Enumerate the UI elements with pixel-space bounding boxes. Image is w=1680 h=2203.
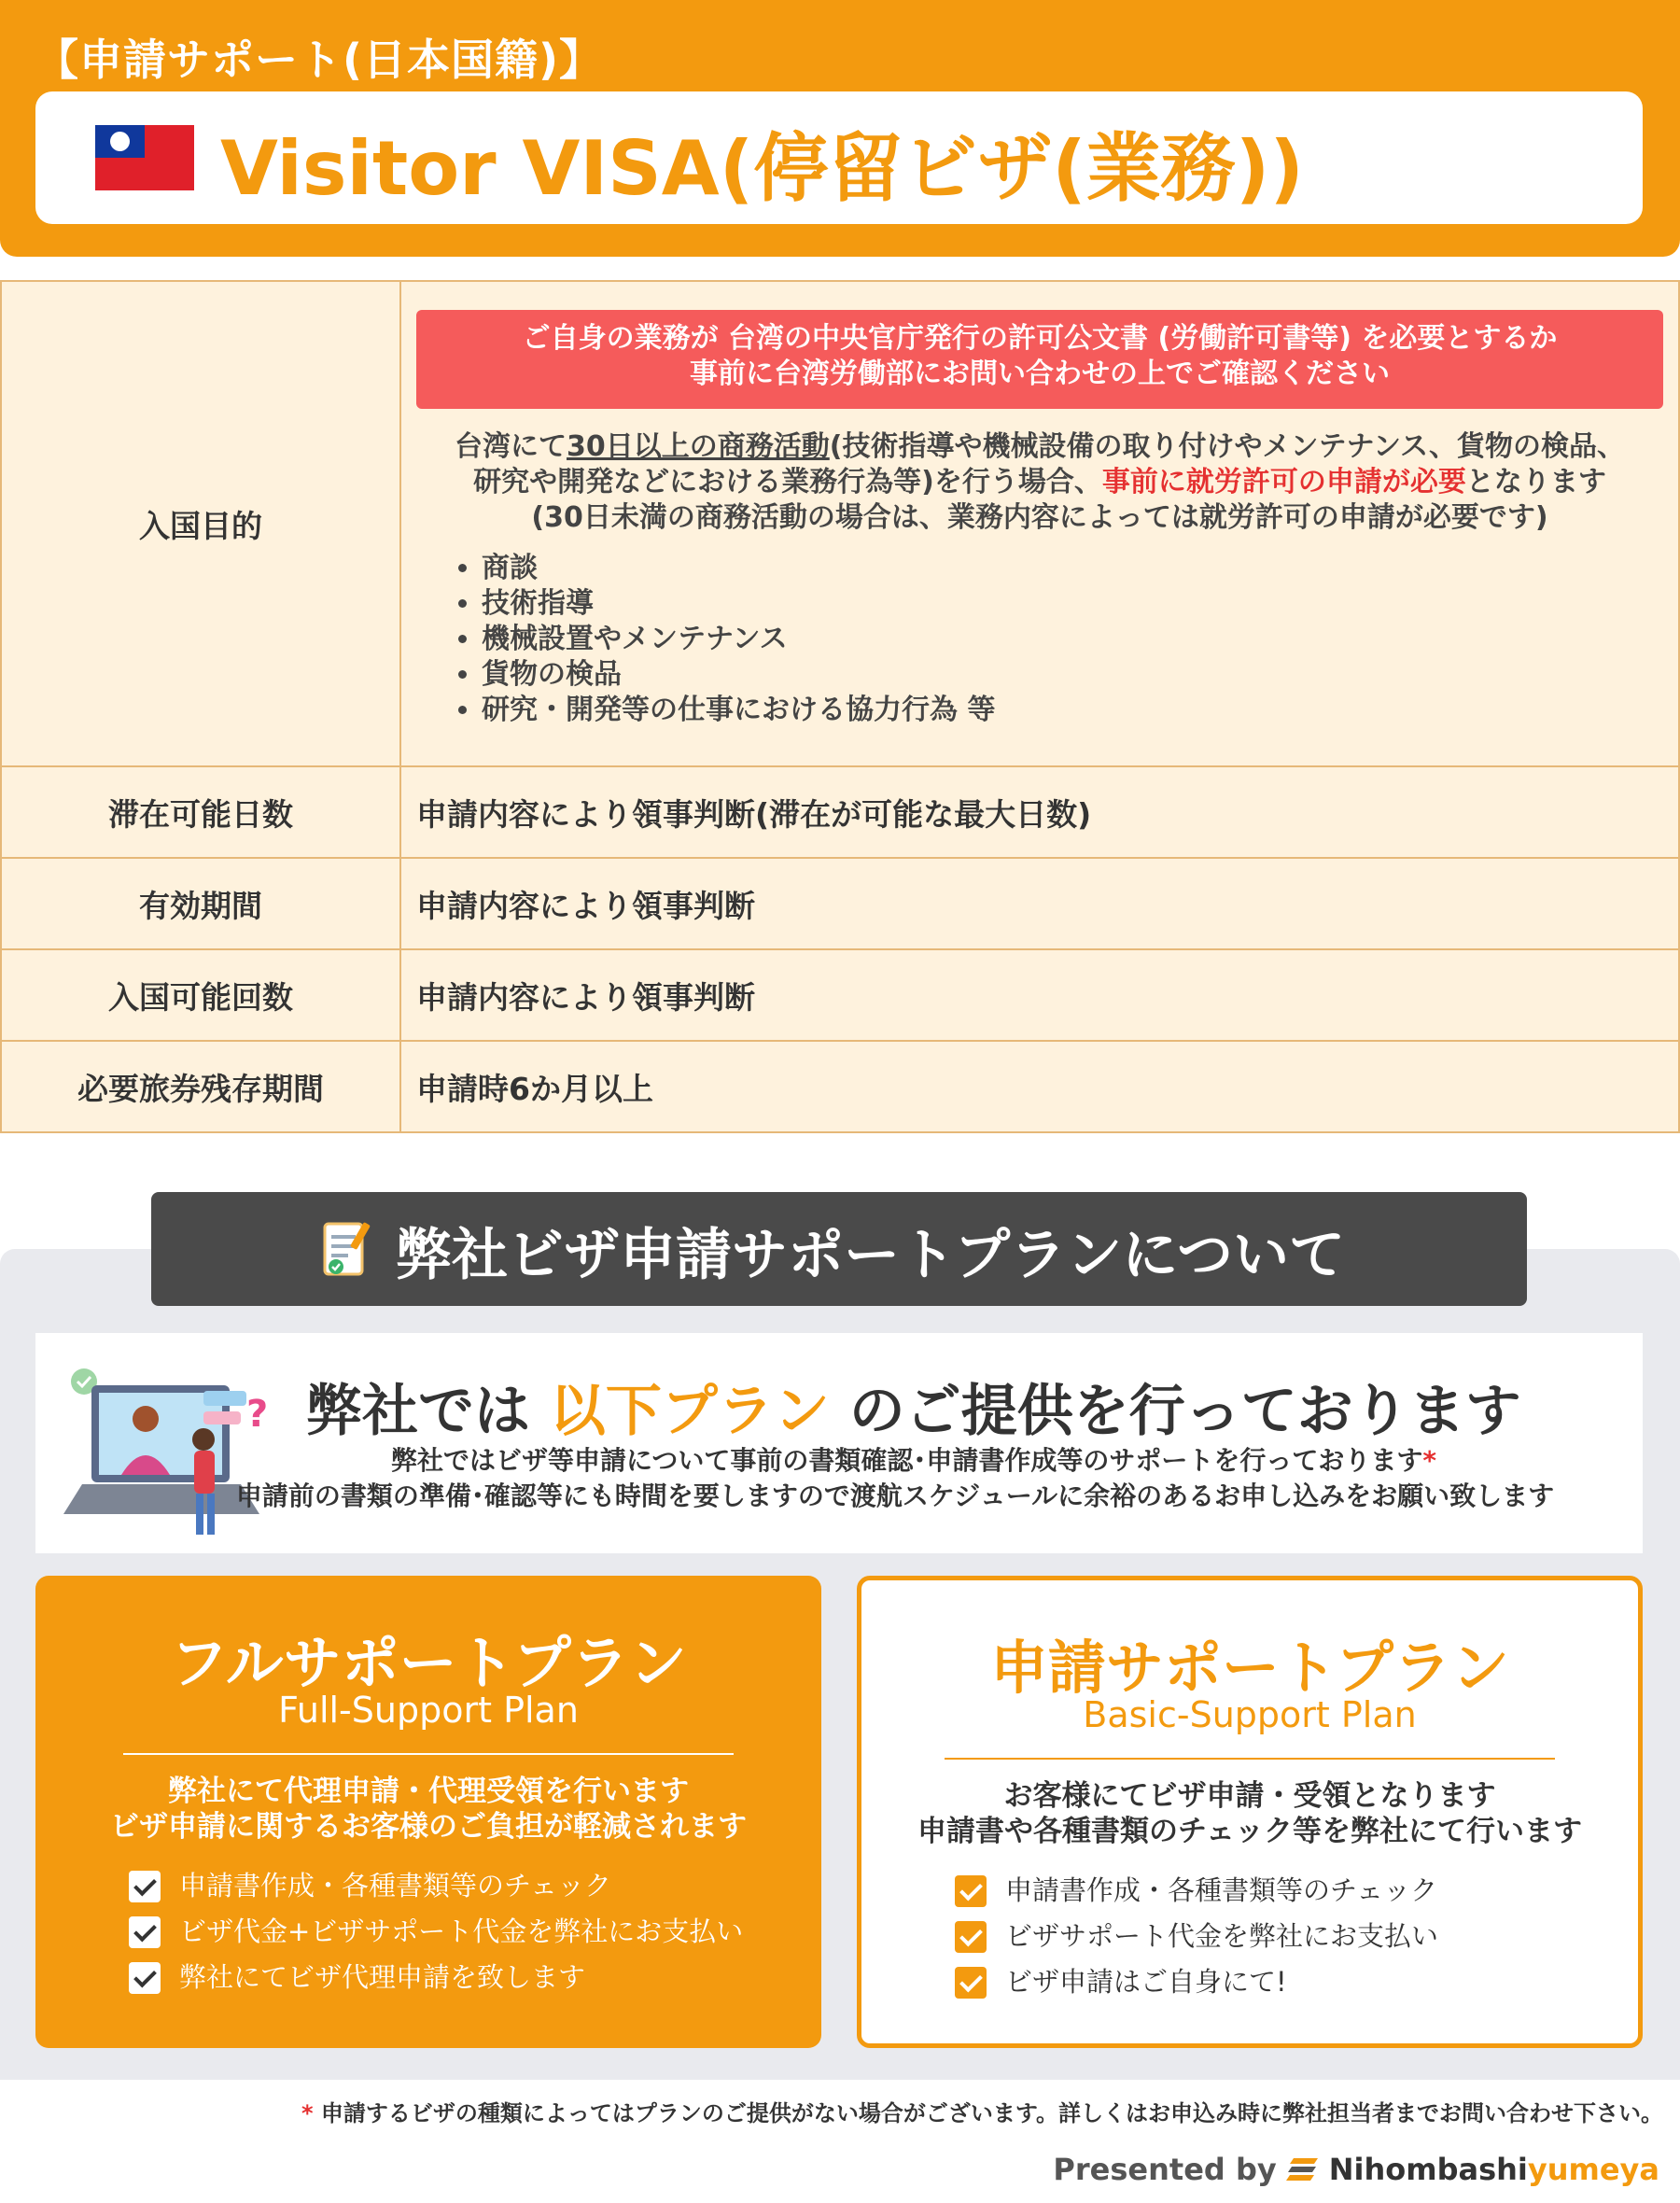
footnote-text: 申請するビザの種類によってはプランのご提供がない場合がございます。詳しくはお申込み時に弊社担当者までお問い合わせ下さい。 bbox=[313, 2100, 1663, 2126]
table-row bbox=[1, 281, 1679, 766]
checkbox-icon bbox=[955, 1921, 987, 1953]
divider bbox=[945, 1758, 1555, 1760]
highlight-text: 事前に就労許可の申請が必要 bbox=[1101, 466, 1466, 498]
checkbox-icon bbox=[129, 1916, 161, 1948]
page-title: Visitor VISA(停留ビザ(業務)) bbox=[220, 125, 1304, 212]
stay-value: 申請内容により領事判断(滞在が可能な最大日数) bbox=[400, 766, 1679, 858]
offer-title bbox=[35, 1367, 1643, 1447]
list-item: • 貨物の検品 bbox=[482, 657, 1663, 693]
offer-title-part: のご提供を行っております bbox=[829, 1379, 1521, 1444]
brand-logo-icon bbox=[1286, 2154, 1320, 2184]
offer-box bbox=[35, 1333, 1643, 1553]
checkbox-icon bbox=[955, 1875, 987, 1907]
list-item bbox=[129, 1913, 743, 1958]
asterisk-mark: * bbox=[301, 2100, 314, 2126]
plan-banner bbox=[151, 1192, 1527, 1306]
footnote bbox=[301, 2095, 1663, 2127]
presented-by bbox=[1053, 2152, 1659, 2187]
offer-description bbox=[35, 1443, 1643, 1514]
text-span: (技術指導や機械設備の取り付けやメンテナンス、貨物の検品、 bbox=[829, 430, 1625, 463]
plan-desc-line: 申請書や各種書類のチェック等を弊社にて行います bbox=[917, 1815, 1583, 1848]
entries-label: 入国可能回数 bbox=[1, 949, 400, 1041]
plan-english-name: Basic-Support Plan bbox=[1083, 1694, 1417, 1735]
document-icon bbox=[321, 1220, 373, 1280]
list-item bbox=[955, 1963, 1438, 2009]
purpose-list bbox=[454, 551, 1663, 728]
list-item bbox=[129, 1867, 743, 1913]
validity-value: 申請内容により領事判断 bbox=[400, 858, 1679, 949]
checkbox-icon bbox=[955, 1967, 987, 1999]
feature-label: ビザサポート代金を弊社にお支払い bbox=[1005, 1920, 1439, 1952]
feature-label: 申請書作成・各種書類等のチェック bbox=[1005, 1874, 1438, 1906]
purpose-description bbox=[416, 429, 1663, 536]
passport-label: 必要旅券残存期間 bbox=[1, 1041, 400, 1132]
divider bbox=[123, 1753, 734, 1755]
page-header bbox=[0, 0, 1680, 257]
table-row bbox=[1, 1041, 1679, 1132]
list-item: • 機械設置やメンテナンス bbox=[482, 622, 1663, 657]
plan-desc-line: お客様にてビザ申請・受領となります bbox=[1003, 1779, 1496, 1813]
purpose-label: 入国目的 bbox=[1, 281, 400, 766]
list-item: • 研究・開発等の仕事における協力行為 等 bbox=[482, 693, 1663, 728]
offer-title-highlight: 以下プラン bbox=[549, 1379, 830, 1444]
checkbox-icon bbox=[129, 1962, 161, 1994]
list-item: • 技術指導 bbox=[482, 586, 1663, 622]
purpose-value bbox=[400, 281, 1679, 766]
offer-title-part: 弊社では bbox=[306, 1379, 550, 1444]
text-span: となります bbox=[1465, 466, 1606, 498]
plan-feature-list bbox=[129, 1867, 743, 2004]
text-span: 研究や開発などにおける業務行為等)を行う場合、 bbox=[473, 466, 1102, 498]
plan-feature-list bbox=[955, 1872, 1438, 2009]
alert-line: ご自身の業務が 台湾の中央官庁発行の許可公文書 (労働許可書等) を必要とするか bbox=[522, 322, 1558, 355]
table-row bbox=[1, 858, 1679, 949]
header-tag: 【申請サポート(日本国籍)】 bbox=[35, 35, 604, 85]
feature-label: 弊社にてビザ代理申請を致します bbox=[179, 1961, 586, 1993]
presented-by-label: Presented by bbox=[1053, 2152, 1277, 2187]
plan-description bbox=[35, 1774, 821, 1845]
offer-line: 申請前の書類の準備･確認等にも時間を要しますので渡航スケジュールに余裕のあるお申し込みをお願い致します bbox=[235, 1480, 1555, 1511]
brand-name bbox=[1329, 2152, 1659, 2187]
plan-description bbox=[861, 1778, 1638, 1849]
text-line: (30日未満の商務活動の場合は、業務内容によっては就労許可の申請が必要です) bbox=[531, 501, 1548, 534]
plan-banner-title: 弊社ビザ申請サポートプランについて bbox=[396, 1223, 1345, 1288]
validity-label: 有効期間 bbox=[1, 858, 400, 949]
table-row bbox=[1, 949, 1679, 1041]
full-support-plan-card bbox=[35, 1576, 821, 2048]
alert-line: 事前に台湾労働部にお問い合わせの上でご確認ください bbox=[690, 358, 1390, 390]
offer-line: 弊社ではビザ等申請について事前の書類確認･申請書作成等のサポートを行っております bbox=[390, 1445, 1423, 1476]
list-item bbox=[955, 1917, 1438, 1963]
stay-label: 滞在可能日数 bbox=[1, 766, 400, 858]
asterisk-mark: * bbox=[1422, 1445, 1437, 1476]
plan-desc-line: 弊社にて代理申請・代理受領を行います bbox=[168, 1775, 689, 1808]
alert-banner bbox=[416, 310, 1663, 409]
brand-part: Nihombashi bbox=[1328, 2152, 1528, 2187]
text-span: 台湾にて bbox=[455, 430, 567, 463]
list-item: • 商談 bbox=[482, 551, 1663, 586]
table-row bbox=[1, 766, 1679, 858]
feature-label: 申請書作成・各種書類等のチェック bbox=[179, 1870, 612, 1901]
feature-label: ビザ申請はご自身にて! bbox=[1005, 1966, 1287, 1998]
taiwan-flag-icon bbox=[95, 125, 194, 190]
passport-value: 申請時6か月以上 bbox=[400, 1041, 1679, 1132]
list-item bbox=[129, 1958, 743, 2004]
plan-english-name: Full-Support Plan bbox=[278, 1690, 579, 1731]
visa-info-table bbox=[0, 280, 1680, 1133]
checkbox-icon bbox=[129, 1871, 161, 1902]
header-title-box bbox=[35, 91, 1643, 224]
list-item bbox=[955, 1872, 1438, 1917]
entries-value: 申請内容により領事判断 bbox=[400, 949, 1679, 1041]
plan-name: フルサポートプラン bbox=[170, 1629, 687, 1697]
feature-label: ビザ代金+ビザサポート代金を弊社にお支払い bbox=[179, 1915, 744, 1947]
plan-name: 申請サポートプラン bbox=[989, 1634, 1510, 1702]
plan-desc-line: ビザ申請に関するお客様のご負担が軽減されます bbox=[110, 1810, 747, 1844]
brand-part-accent: yumeya bbox=[1527, 2152, 1659, 2187]
svg-text:?: ? bbox=[246, 1393, 269, 1436]
underlined-text: 30日以上の商務活動 bbox=[567, 430, 830, 463]
basic-support-plan-card bbox=[857, 1576, 1643, 2048]
